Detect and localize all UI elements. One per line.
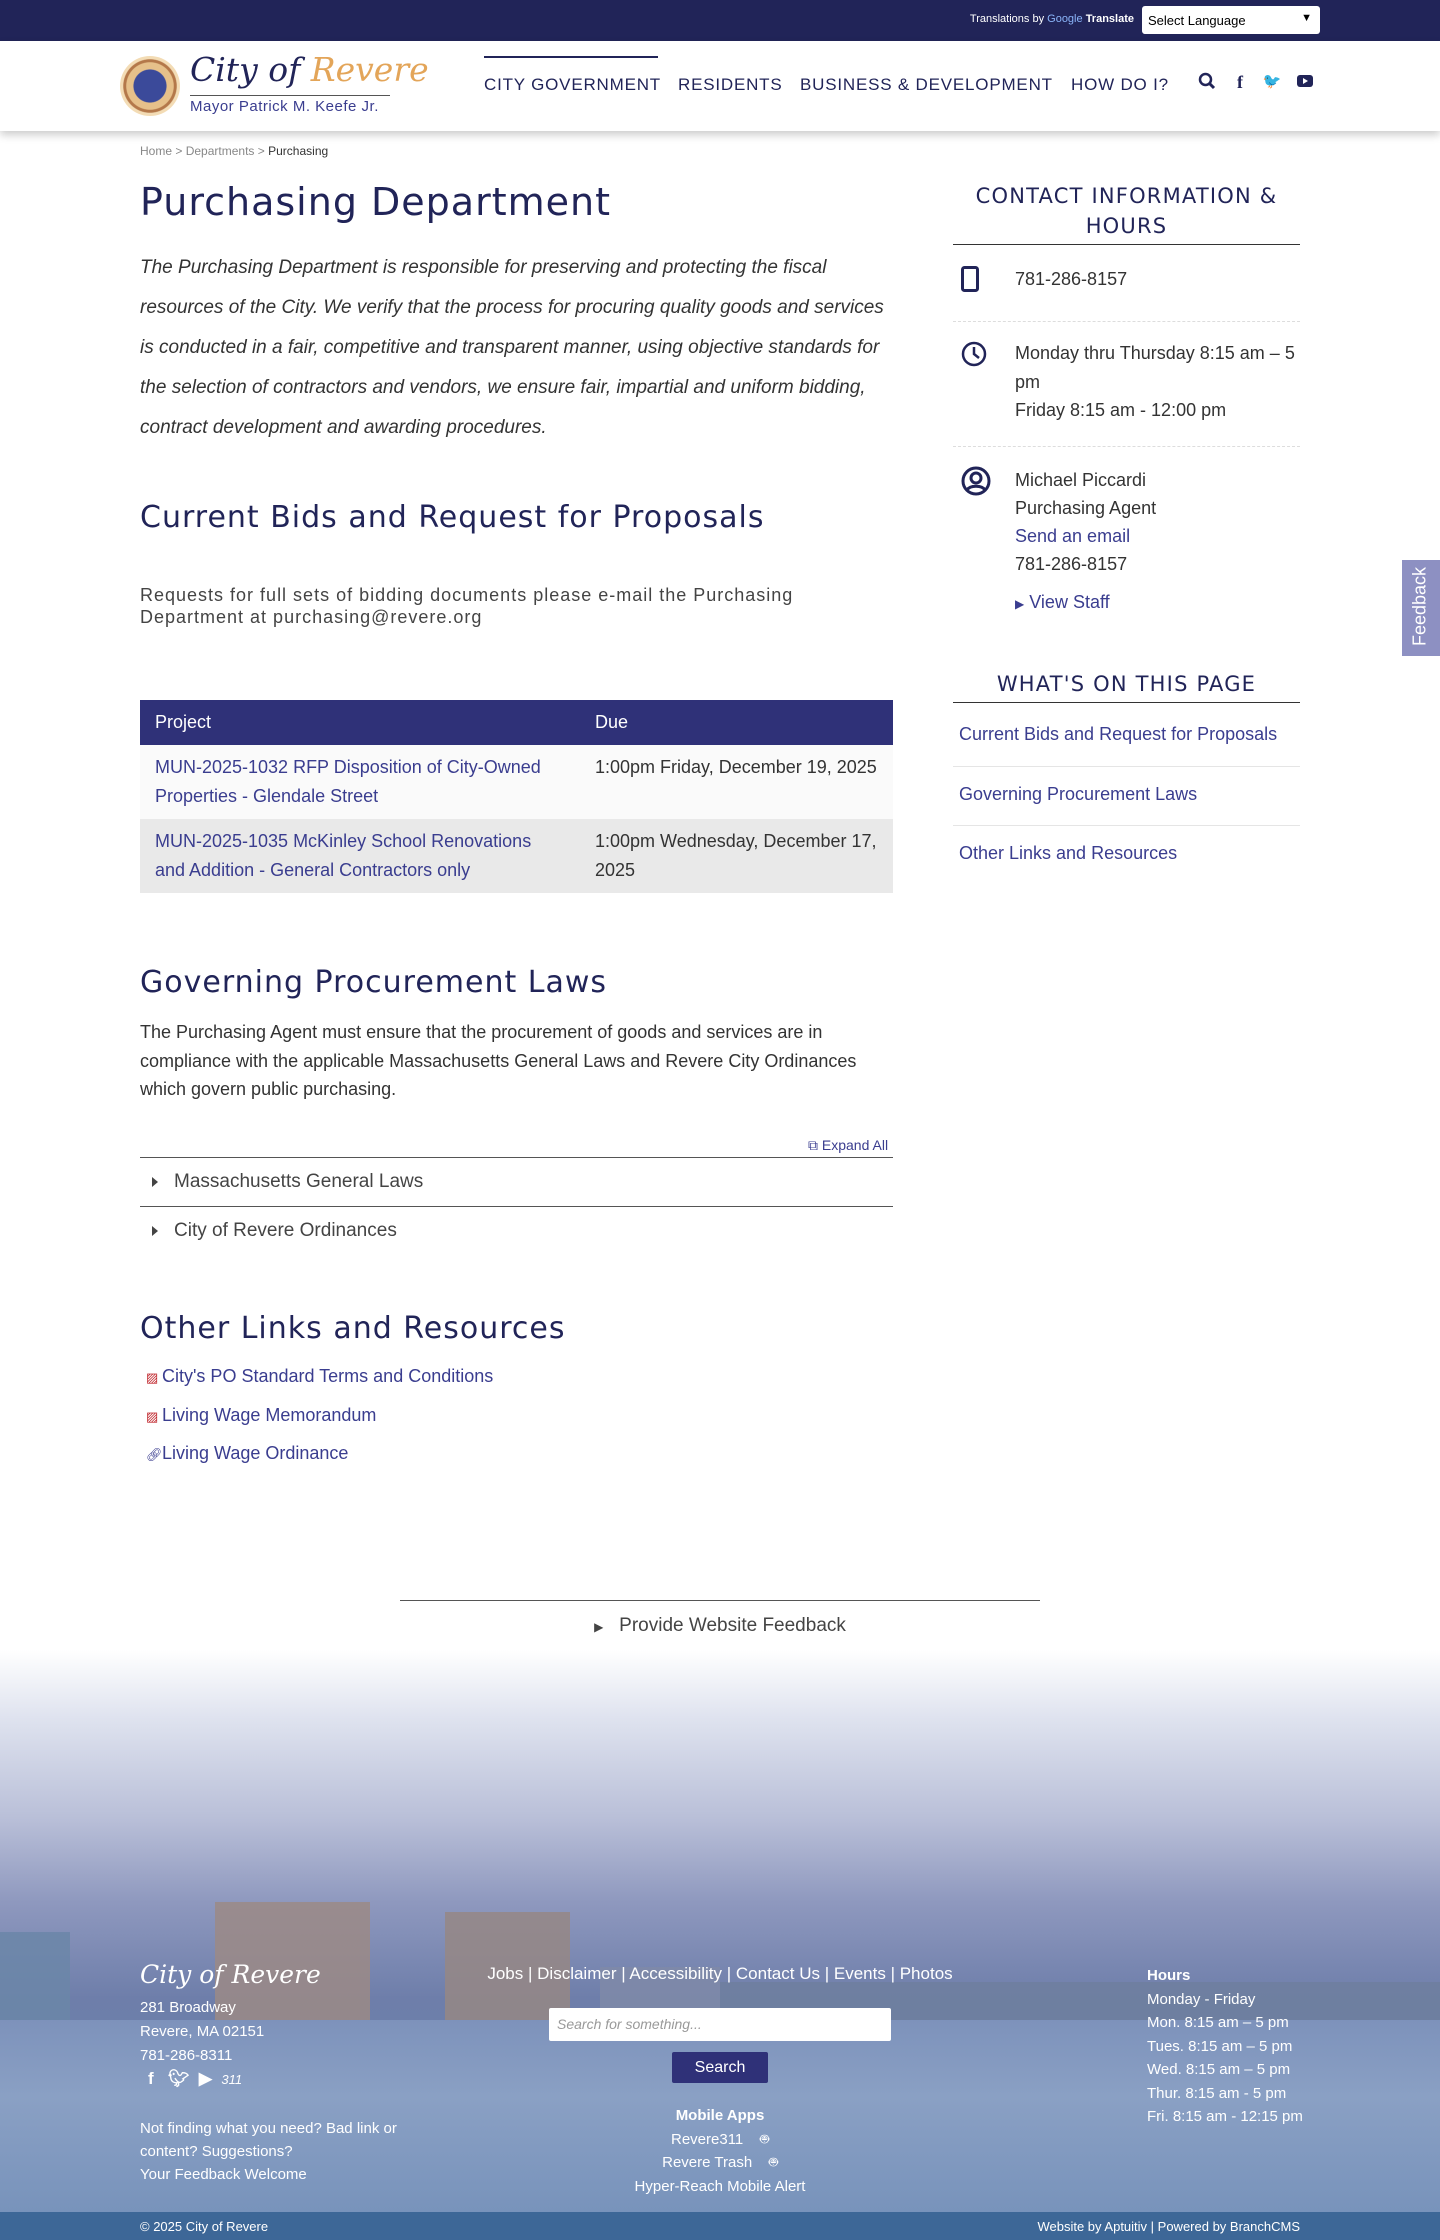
hours-line: Monday - Friday [1147, 1990, 1256, 2008]
language-select[interactable] [1142, 6, 1320, 34]
divider [953, 321, 1300, 322]
skyline-building [0, 1932, 70, 2022]
hours-title: Hours [1147, 1967, 1191, 1984]
breadcrumb-separator: > [257, 144, 265, 158]
expand-icon: ⧉ [808, 1137, 818, 1153]
footer-social [148, 2069, 242, 2089]
feedback-tab[interactable] [1402, 560, 1440, 656]
youtube-icon[interactable] [1295, 72, 1315, 92]
due-cell: 1:00pm Wednesday, December 17, 2025 [580, 819, 893, 893]
breadcrumb-current: Purchasing [268, 144, 329, 158]
android-icon[interactable]: 🤖︎ [759, 2130, 769, 2148]
footer-link-disclaimer[interactable]: Disclaimer [537, 1964, 617, 1983]
accordion-massachusetts-general-laws[interactable] [140, 1157, 893, 1206]
living-wage-ordinance-link[interactable]: Living Wage Ordinance [162, 1443, 349, 1463]
send-email-link[interactable]: Send an email [1015, 526, 1131, 546]
expand-all-label: Expand All [821, 1137, 889, 1153]
divider [953, 446, 1300, 447]
search-placeholder: Search for something... [557, 2016, 702, 2032]
resource-link-item [146, 1405, 376, 1426]
footer-search-button[interactable]: Search [672, 2052, 768, 2083]
expand-all-button[interactable] [808, 1137, 888, 1154]
toc-heading: WHAT'S ON THIS PAGE [953, 669, 1300, 703]
facebook-icon[interactable]: f [148, 2069, 154, 2088]
app-row [560, 2151, 880, 2175]
project-cell [140, 819, 580, 893]
footer-bottom-bar: © 2025 City of Revere Website by Aptuitiv | Powered by BranchCMS [0, 2212, 1440, 2240]
staff-title: Purchasing Agent [1015, 498, 1157, 518]
footer-logo[interactable]: City of Revere [140, 1960, 321, 1989]
bids-heading: Current Bids and Request for Proposals [140, 500, 765, 535]
nav-how-do-i[interactable]: HOW DO I? [1071, 75, 1169, 94]
breadcrumb [140, 144, 328, 158]
hours-line: Mon. 8:15 am – 5 pm [1147, 2014, 1289, 2031]
facebook-icon[interactable]: f [1237, 72, 1243, 92]
mobile-apps-heading: Mobile Apps [675, 2107, 765, 2124]
page-title: Purchasing Department [140, 180, 611, 224]
pdf-icon: ▨ [146, 1409, 159, 1424]
site-logo[interactable] [190, 50, 429, 89]
icon-311[interactable]: 311 [221, 2072, 243, 2087]
divider [953, 766, 1300, 767]
footer-link-accessibility[interactable]: Accessibility [629, 1964, 723, 1983]
footer-link-jobs[interactable]: Jobs [487, 1964, 524, 1983]
footer-link-events[interactable]: Events [833, 1964, 886, 1983]
app-name: Revere311 [671, 2130, 744, 2148]
hours-line: Tues. 8:15 am – 5 pm [1147, 2037, 1293, 2055]
android-icon[interactable]: 🤖︎ [768, 2154, 778, 2171]
hours-weekday: Monday thru Thursday 8:15 am – 5 pm [1015, 343, 1295, 392]
governing-heading: Governing Procurement Laws [140, 965, 608, 1000]
view-staff-toggle[interactable] [1015, 588, 1110, 619]
bids-table [140, 700, 893, 893]
caret-right-icon: ▶ [594, 1620, 604, 1634]
hours-line: Fri. 8:15 am - 12:15 pm [1147, 2108, 1303, 2125]
footer-feedback [140, 2117, 420, 2186]
footer-link-contact[interactable]: Contact Us [735, 1964, 820, 1983]
translate-label: Translate [1085, 13, 1134, 25]
caret-right-icon [152, 1226, 158, 1236]
app-row [560, 2128, 880, 2152]
accordion-label: City of Revere Ordinances [174, 1220, 397, 1241]
staff-name: Michael Piccardi [1015, 470, 1147, 490]
hours-friday: Friday 8:15 am - 12:00 pm [1015, 400, 1227, 420]
nav-city-government[interactable]: CITY GOVERNMENT [484, 75, 661, 94]
po-terms-link[interactable]: City's PO Standard Terms and Conditions [162, 1366, 494, 1386]
project-link[interactable]: MUN-2025-1032 RFP Disposition of City-Owned Properties - Glendale Street [155, 757, 541, 806]
logo-city: City of [190, 50, 301, 89]
breadcrumb-separator: > [175, 144, 183, 158]
accordion-city-ordinances[interactable] [140, 1206, 893, 1255]
language-select-value: Select Language [1148, 13, 1246, 28]
project-link[interactable]: MUN-2025-1035 McKinley School Renovations and Addition - General Contractors only [155, 831, 532, 880]
mobile-phone-icon [961, 266, 979, 292]
footer-phone: 781-286-8311 [140, 2047, 233, 2064]
provide-feedback-label: Provide Website Feedback [619, 1615, 846, 1636]
city-seal-logo[interactable] [120, 56, 180, 116]
caret-right-icon [152, 1177, 158, 1187]
nav-active-indicator [484, 56, 658, 58]
translate-credit [970, 13, 1134, 25]
website-by-link[interactable]: Website by Aptuitiv [1037, 2219, 1148, 2234]
table-row [140, 745, 893, 819]
staff-phone: 781-286-8157 [1015, 554, 1128, 574]
twitter-icon[interactable]: 🐦 [1262, 73, 1282, 90]
intro-text: The Purchasing Department is responsible for preserving and protecting the fiscal resources of the City. We verify that the process for procuring quality goods and services is conducted in a fair, competitive and transparent manner, using objective standards for the selection of contractors and vendors, we ensure fair, impartial and uniform bidding, contract development and awarding procedures. [140, 257, 884, 438]
youtube-icon[interactable]: ▶ [198, 2069, 212, 2088]
pdf-icon: ▨ [146, 1370, 159, 1385]
hours-row [953, 339, 1300, 429]
address-line: 281 Broadway [140, 1999, 236, 2016]
project-cell [140, 745, 580, 819]
living-wage-memo-link[interactable]: Living Wage Memorandum [162, 1405, 377, 1425]
table-row [140, 819, 893, 893]
toc-link-governing-laws[interactable]: Governing Procurement Laws [959, 784, 1198, 804]
contact-phone: 781-286-8157 [1015, 269, 1128, 289]
toc-link-current-bids[interactable]: Current Bids and Request for Proposals [959, 724, 1278, 744]
mayor-name: Mayor Patrick M. Keefe Jr. [190, 98, 379, 115]
table-header-row [140, 700, 893, 745]
bids-note: Requests for full sets of bidding documents please e-mail the Purchasing Department at purchasing@revere.org [140, 585, 794, 627]
toc-link-other-links[interactable]: Other Links and Resources [959, 843, 1178, 863]
mobile-apps [560, 2104, 880, 2198]
copyright: © 2025 City of Revere [140, 2219, 269, 2234]
resource-link-item [146, 1366, 493, 1387]
nav-residents[interactable]: RESIDENTS [678, 75, 783, 94]
search-icon[interactable] [1197, 72, 1217, 92]
powered-by-link[interactable]: Powered by BranchCMS [1157, 2219, 1300, 2234]
hyper-reach-link[interactable]: Hyper-Reach Mobile Alert [634, 2177, 806, 2195]
divider [953, 825, 1300, 826]
breadcrumb-departments[interactable]: Departments [185, 144, 255, 158]
logo-name: Revere [310, 50, 429, 89]
resource-link-item [146, 1443, 348, 1464]
column-header-due: Due [580, 700, 893, 745]
other-links-heading: Other Links and Resources [140, 1311, 566, 1346]
contact-phone-row [953, 265, 1300, 295]
contact-heading: CONTACT INFORMATION & HOURS [953, 181, 1300, 245]
app-name: Revere Trash [662, 2154, 753, 2171]
nav-business-development[interactable]: BUSINESS & DEVELOPMENT [800, 75, 1053, 94]
twitter-icon[interactable]: 🐦︎ [167, 2069, 190, 2088]
footer-address [140, 1996, 264, 2068]
chevron-down-icon: ▼ [1301, 12, 1312, 24]
due-cell: 1:00pm Friday, December 19, 2025 [580, 745, 893, 819]
translations-label: Translations by [969, 13, 1045, 25]
feedback-welcome-link[interactable]: Your Feedback Welcome [140, 2166, 307, 2183]
link-icon: 🔗︎ [146, 1447, 163, 1462]
address-line: Revere, MA 02151 [140, 2023, 265, 2040]
user-circle-icon [961, 466, 991, 496]
caret-right-icon: ▶ [1015, 597, 1025, 611]
provide-feedback-toggle[interactable] [400, 1600, 1040, 1637]
not-finding-text: Not finding what you need? Bad link or content? Suggestions? [140, 2120, 397, 2160]
column-header-project: Project [140, 700, 580, 745]
hours-line: Thur. 8:15 am - 5 pm [1147, 2084, 1287, 2102]
logo-divider [190, 95, 390, 96]
feedback-tab-label: Feedback [1409, 566, 1430, 647]
accordion-label: Massachusetts General Laws [174, 1171, 424, 1192]
view-staff-label: View Staff [1029, 592, 1110, 612]
breadcrumb-home[interactable]: Home [140, 144, 173, 158]
footer-links: Jobs | Disclaimer | Accessibility | Contact Us | Events | Photos [487, 1964, 953, 1983]
footer-hours [1147, 1964, 1303, 2129]
google-logo: Google [1047, 13, 1083, 25]
staff-row [953, 466, 1300, 626]
governing-text: The Purchasing Agent must ensure that the procurement of goods and services are in compliance with the applicable Massachusetts General Laws and Revere City Ordinances which govern public purchasing. [140, 1022, 857, 1099]
clock-icon [961, 341, 987, 367]
footer-link-photos[interactable]: Photos [899, 1964, 953, 1983]
hours-line: Wed. 8:15 am – 5 pm [1147, 2061, 1291, 2078]
footer-search-input[interactable] [549, 2008, 891, 2041]
